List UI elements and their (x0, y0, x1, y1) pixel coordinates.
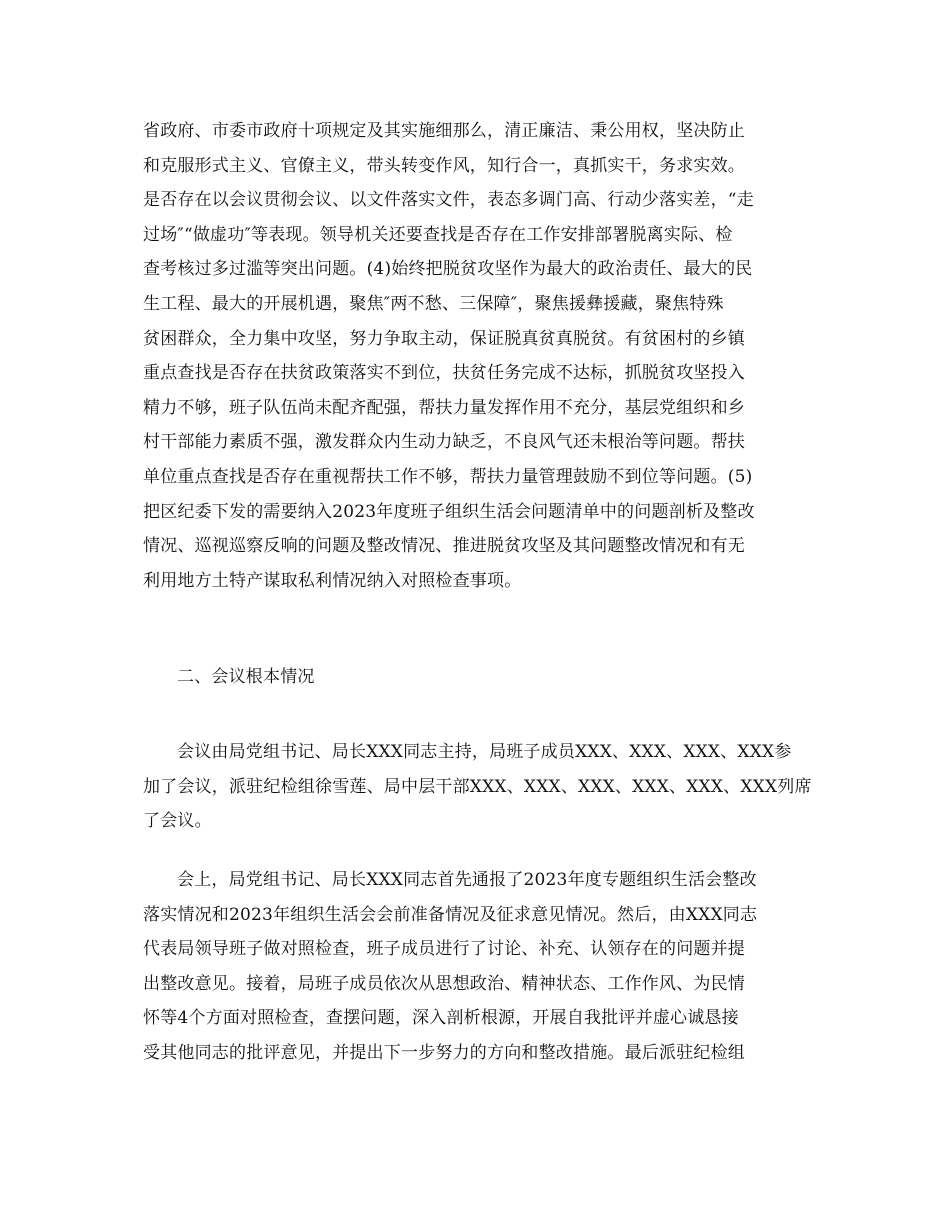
text-line: 利用地方土特产谋取私利情况纳入对照检查事项。 (143, 570, 522, 591)
paragraph-meeting-attendance (143, 735, 812, 839)
text-line: 加了会议，派驻纪检组徐雪莲、局中层干部XXX、XXX、XXX、XXX、XXX、XXX列席 (143, 776, 812, 797)
text-line: 代表局领导班子做对照检查，班子成员进行了讨论、补充、认领存在的问题并提 (143, 939, 745, 960)
text-line: 是否存在以会议贯彻会议、以文件落实文件，表态多调门高、行动少落实差，“走 (143, 190, 754, 211)
text-line: 生工程、最大的开展机遇，聚焦″两不愁、三保障″，聚焦援彝援藏，聚焦特殊 (143, 293, 724, 314)
text-line: 省政府、市委市政府十项规定及其实施细那么，清正廉洁、秉公用权，坚决防止 (143, 121, 745, 141)
text-line: 重点查找是否存在扶贫政策落实不到位，扶贫任务完成不达标，抓脱贫攻坚投入 (143, 363, 745, 384)
text-line: 会议由局党组书记、局长XXX同志主持，局班子成员XXX、XXX、XXX、XXX参 (177, 742, 792, 762)
text-line: 会上，局党组书记、局长XXX同志首先通报了2023年度专题组织生活会整改 (177, 870, 757, 890)
text-line: 村干部能力素质不强，激发群众内生动力缺乏，不良风气还未根治等问题。帮扶 (143, 432, 745, 453)
text-line: 了会议。 (143, 811, 212, 832)
text-line: 怀等4个方面对照检查，查摆问题，深入剖析根源，开展自我批评并虚心诚恳接 (143, 1008, 739, 1029)
text-line: 出整改意见。接着，局班子成员依次从思想政治、精神状态、工作作风、为民情 (143, 973, 745, 994)
section-heading: 二、会议根本情况 (177, 667, 315, 687)
text-line: 贫困群众，全力集中攻坚，努力争取主动，保证脱真贫真脱贫。有贫困村的乡镇 (143, 328, 745, 349)
text-line: 落实情况和2023年组织生活会会前准备情况及征求意见情况。然后，由XXX同志 (143, 904, 758, 925)
text-line: 单位重点查找是否存在重视帮扶工作不够，帮扶力量管理鼓励不到位等问题。(5) (143, 466, 753, 487)
text-line: 情况、巡视巡察反响的问题及整改情况、推进脱贫攻坚及其问题整改情况和有无 (143, 536, 745, 557)
paragraph-meeting-proceedings (143, 863, 803, 1071)
text-line: 和克服形式主义、官僚主义，带头转变作风，知行合一，真抓实干，务求实效。 (143, 155, 745, 176)
text-line: 把区纪委下发的需要纳入2023年度班子组织生活会问题清单中的问题剖析及整改 (143, 501, 755, 522)
text-line: 查考核过多过滥等突出问题。(4)始终把脱贫攻坚作为最大的政治责任、最大的民 (143, 259, 753, 280)
text-line: 精力不够，班子队伍尚未配齐配强，帮扶力量发挥作用不充分，基层党组织和乡 (143, 397, 745, 418)
text-line: 过场″“做虚功″等表现。领导机关还要查找是否存在工作安排部署脱离实际、检 (143, 224, 733, 245)
section-heading-meeting-basics (143, 660, 803, 695)
text-line: 受其他同志的批评意见，并提出下一步努力的方向和整改措施。最后派驻纪检组 (143, 1042, 745, 1063)
paragraph-self-inspection-requirements (143, 114, 803, 598)
